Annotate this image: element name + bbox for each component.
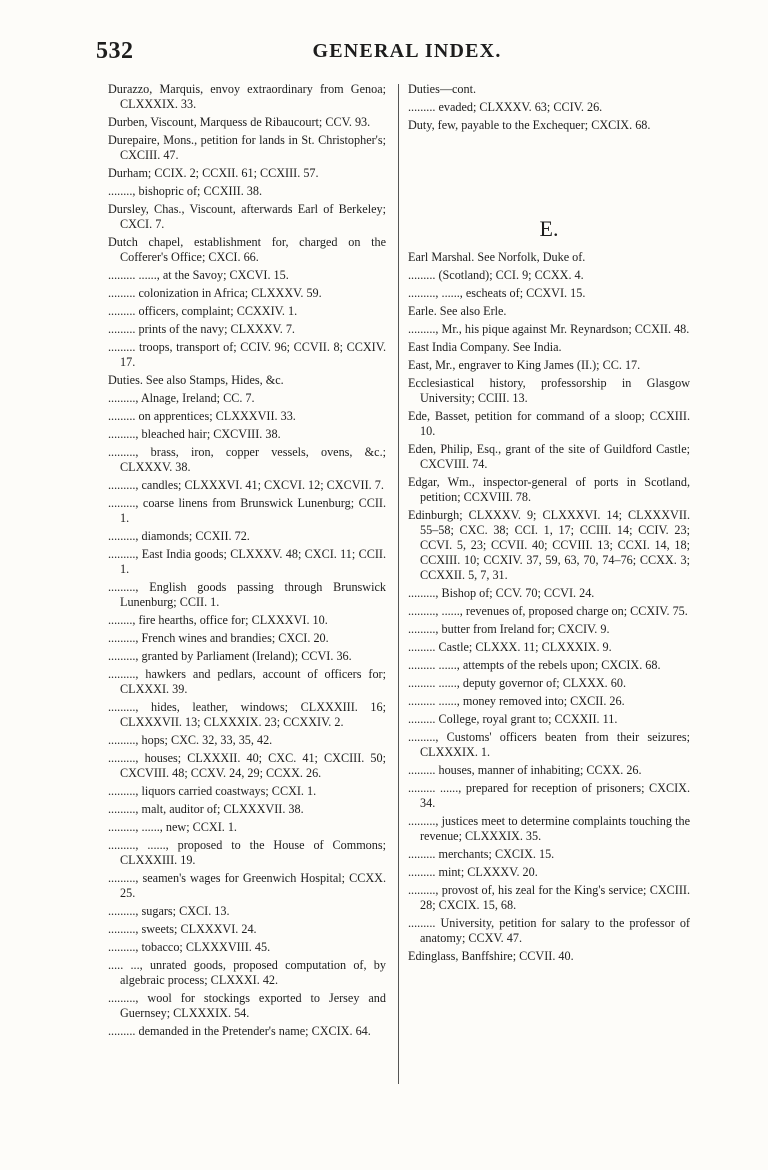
index-entry: ........., French wines and brandies; CXCI. 20. (108, 631, 329, 645)
index-entry: ........., Bishop of; CCV. 70; CCVI. 24. (408, 586, 595, 600)
index-entry: ........., brass, iron, copper vessels, ovens, &c.; CLXXXV. 38. (108, 445, 386, 474)
section-letter: E. (539, 216, 559, 241)
index-entry: ........., seamen's wages for Greenwich Hospital; CCXX. 25. (108, 871, 386, 900)
index-entry: ......... ......, prepared for reception of prisoners; CXCIX. 34. (408, 781, 690, 810)
index-entry: ........., ......, escheats of; CCXVI. 15. (408, 286, 586, 300)
index-entry: ......... mint; CLXXXV. 20. (408, 865, 538, 879)
index-entry: ......... demanded in the Pretender's name; CXCIX. 64. (108, 1024, 371, 1038)
index-entry: Edgar, Wm., inspector-general of ports in Scotland, petition; CCXVIII. 78. (408, 475, 690, 504)
index-entry: ......... on apprentices; CLXXXVII. 33. (108, 409, 296, 423)
index-entry: ........., diamonds; CCXII. 72. (108, 529, 250, 543)
index-entry: ........., candles; CLXXXVI. 41; CXCVI. 12; CXCVII. 7. (108, 478, 384, 492)
index-entry: ......... Castle; CLXXX. 11; CLXXXIX. 9. (408, 640, 612, 654)
index-entry: ........., houses; CLXXXII. 40; CXC. 41; CXCIII. 50; CXCVIII. 48; CCXV. 24, 29; CCXX. 26. (108, 751, 386, 780)
index-entry: Ecclesiastical history, professorship in Glasgow University; CCIII. 13. (408, 376, 690, 405)
index-entry: ........., bleached hair; CXCVIII. 38. (108, 427, 281, 441)
index-entry: ........., hops; CXC. 32, 33, 35, 42. (108, 733, 273, 747)
index-entry: ........, fire hearths, office for; CLXXXVI. 10. (108, 613, 328, 627)
index-entry: Durazzo, Marquis, envoy extraordinary from Genoa; CLXXXIX. 33. (108, 82, 386, 111)
index-entry: Dursley, Chas., Viscount, afterwards Earl of Berkeley; CXCI. 7. (108, 202, 386, 231)
index-entry: Durham; CCIX. 2; CCXII. 61; CCXIII. 57. (108, 166, 319, 180)
index-entry: ......... evaded; CLXXXV. 63; CCIV. 26. (408, 100, 603, 114)
index-entry: ......... University, petition for salary to the professor of anatomy; CCXV. 47. (408, 916, 690, 945)
index-entry: Durepaire, Mons., petition for lands in St. Christopher's; CXCIII. 47. (108, 133, 386, 162)
index-entry: ........., ......, revenues of, proposed charge on; CCXIV. 75. (408, 604, 688, 618)
index-entry: ........., sugars; CXCI. 13. (108, 904, 230, 918)
index-entry: ......... (Scotland); CCI. 9; CCXX. 4. (408, 268, 584, 282)
index-entry: ........., justices meet to determine complaints touching the revenue; CLXXXIX. 35. (408, 814, 690, 843)
index-entry: ........., granted by Parliament (Ireland); CCVI. 36. (108, 649, 352, 663)
index-entry: Edinglass, Banffshire; CCVII. 40. (408, 949, 574, 963)
index-entry: ........., hawkers and pedlars, account of officers for; CLXXXI. 39. (108, 667, 386, 696)
index-entry: ........., coarse linens from Brunswick Lunenburg; CCII. 1. (108, 496, 386, 525)
index-entry: Eden, Philip, Esq., grant of the site of Guildford Castle; CXCVIII. 74. (408, 442, 690, 471)
index-entry: ......... ......, money removed into; CXCII. 26. (408, 694, 625, 708)
index-entry: Earl Marshal. See Norfolk, Duke of. (408, 250, 586, 264)
column-divider (398, 84, 399, 1084)
index-entry: Dutch chapel, establishment for, charged on the Cofferer's Office; CXCI. 66. (108, 235, 386, 264)
continued-entries (408, 82, 690, 133)
index-entry: ........., East India goods; CLXXXV. 48; CXCI. 11; CCII. 1. (108, 547, 386, 576)
page-header (96, 34, 718, 70)
index-entry: Ede, Basset, petition for command of a sloop; CCXIII. 10. (408, 409, 690, 438)
page-number: 532 (96, 38, 134, 64)
index-entry: ......... ......, attempts of the rebels upon; CXCIX. 68. (408, 658, 661, 672)
index-entry: ........., tobacco; CLXXXVIII. 45. (108, 940, 271, 954)
index-entry: ........., Customs' officers beaten from their seizures; CLXXXIX. 1. (408, 730, 690, 759)
index-entry: ......... ......, at the Savoy; CXCVI. 15. (108, 268, 289, 282)
index-entry: ........., English goods passing through Brunswick Lunenburg; CCII. 1. (108, 580, 386, 609)
index-entry: ......... troops, transport of; CCIV. 96; CCVII. 8; CCXIV. 17. (108, 340, 386, 369)
index-entry: ........., ......, new; CCXI. 1. (108, 820, 237, 834)
index-entry: ......... College, royal grant to; CCXXII. 11. (408, 712, 618, 726)
running-title: GENERAL INDEX. (312, 40, 502, 62)
index-entry: Edinburgh; CLXXXV. 9; CLXXXVI. 14; CLXXXVII. 55–58; CXC. 38; CCI. 1, 17; CCIII. 14; CCIV. 23; CCVI. 5, 23; CCVII. 40; CCVIII. 13; CCXI. 14, 18; CCXIII. 10; CCXIV. 37, 59, 63, 70, 74–76; CCXX. 3; CCXXII. 5, 7, 31. (408, 508, 690, 582)
index-entry: Earle. See also Erle. (408, 304, 507, 318)
index-entry: ......... ......, deputy governor of; CLXXX. 60. (408, 676, 626, 690)
index-entry: Duty, few, payable to the Exchequer; CXCIX. 68. (408, 118, 651, 132)
index-entry: Durben, Viscount, Marquess de Ribaucourt; CCV. 93. (108, 115, 371, 129)
index-column-right (408, 82, 690, 967)
index-entry: ........., Alnage, Ireland; CC. 7. (108, 391, 255, 405)
index-entry: ........., provost of, his zeal for the King's service; CXCIII. 28; CXCIX. 15, 68. (408, 883, 690, 912)
index-entry: ......... officers, complaint; CCXXIV. 1. (108, 304, 298, 318)
index-entry: ........, bishopric of; CCXIII. 38. (108, 184, 263, 198)
index-entry: ..... ..., unrated goods, proposed computation of, by algebraic process; CLXXXI. 42. (108, 958, 386, 987)
index-entry: ......... prints of the navy; CLXXXV. 7. (108, 322, 295, 336)
index-entry: ........., liquors carried coastways; CCXI. 1. (108, 784, 317, 798)
index-entry: ........., malt, auditor of; CLXXXVII. 38. (108, 802, 304, 816)
section-e-entries (408, 250, 690, 964)
index-entry: Duties—cont. (408, 82, 477, 96)
index-entry: ........., ......, proposed to the House of Commons; CLXXXIII. 19. (108, 838, 386, 867)
index-entry: ........., wool for stockings exported to Jersey and Guernsey; CLXXXIX. 54. (108, 991, 386, 1020)
index-entry: ........., Mr., his pique against Mr. Reynardson; CCXII. 48. (408, 322, 690, 336)
index-entry: ........., hides, leather, windows; CLXXXIII. 16; CLXXXVII. 13; CLXXXIX. 23; CCXXIV. 2. (108, 700, 386, 729)
index-entry: ......... merchants; CXCIX. 15. (408, 847, 555, 861)
index-entry: ........., butter from Ireland for; CXCIV. 9. (408, 622, 610, 636)
index-entry: East India Company. See India. (408, 340, 562, 354)
index-entry: ......... houses, manner of inhabiting; CCXX. 26. (408, 763, 642, 777)
index-entry: ........., sweets; CLXXXVI. 24. (108, 922, 257, 936)
index-column-left (108, 82, 386, 1042)
index-entry: ......... colonization in Africa; CLXXXV. 59. (108, 286, 322, 300)
index-entry: Duties. See also Stamps, Hides, &c. (108, 373, 284, 387)
index-entry: East, Mr., engraver to King James (II.); CC. 17. (408, 358, 641, 372)
